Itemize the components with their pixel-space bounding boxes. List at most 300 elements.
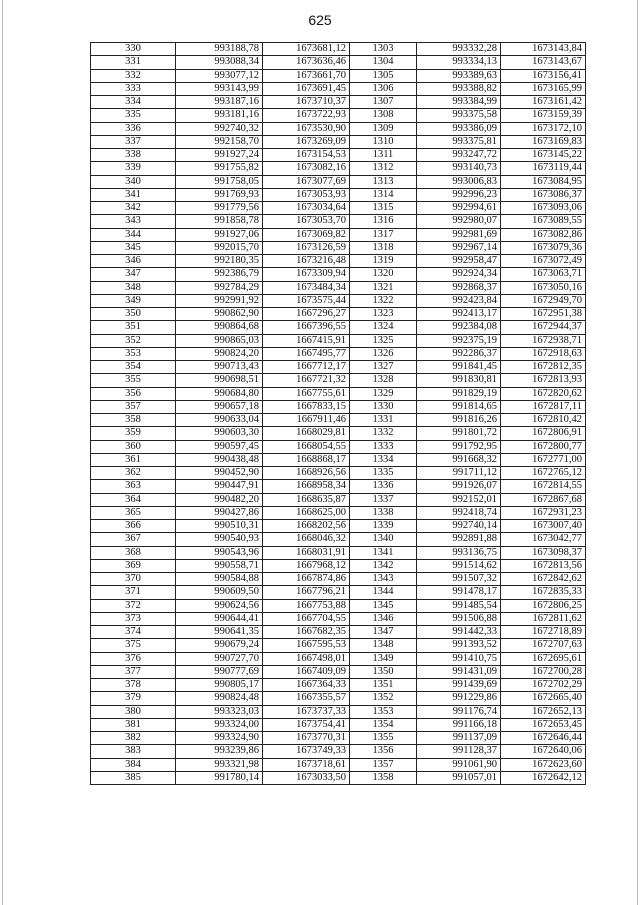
point-number-cell: 366 — [91, 520, 176, 533]
point-number-cell: 341 — [91, 188, 176, 201]
y-coordinate-cell: 1667682,35 — [263, 626, 350, 639]
x-coordinate-cell: 993321,98 — [176, 758, 263, 771]
y-coordinate-cell: 1672623,60 — [501, 758, 586, 771]
y-coordinate-cell: 1672765,12 — [501, 467, 586, 480]
y-coordinate-cell: 1673159,39 — [501, 109, 586, 122]
point-number-cell: 356 — [91, 387, 176, 400]
table-row — [91, 427, 586, 440]
point-number-cell: 1341 — [350, 546, 417, 559]
x-coordinate-cell: 991711,12 — [417, 467, 501, 480]
x-coordinate-cell: 992991,92 — [176, 294, 263, 307]
point-number-cell: 1321 — [350, 281, 417, 294]
x-coordinate-cell: 992981,69 — [417, 228, 501, 241]
point-number-cell: 372 — [91, 599, 176, 612]
x-coordinate-cell: 991769,93 — [176, 188, 263, 201]
point-number-cell: 1337 — [350, 493, 417, 506]
y-coordinate-cell: 1672695,61 — [501, 652, 586, 665]
point-number-cell: 344 — [91, 228, 176, 241]
y-coordinate-cell: 1673661,70 — [263, 69, 350, 82]
y-coordinate-cell: 1667409,09 — [263, 665, 350, 678]
x-coordinate-cell: 991792,95 — [417, 440, 501, 453]
point-number-cell: 1357 — [350, 758, 417, 771]
y-coordinate-cell: 1673154,53 — [263, 149, 350, 162]
y-coordinate-cell: 1667874,86 — [263, 573, 350, 586]
point-number-cell: 1318 — [350, 241, 417, 254]
x-coordinate-cell: 992286,37 — [417, 347, 501, 360]
table-row — [91, 573, 586, 586]
y-coordinate-cell: 1673053,70 — [263, 215, 350, 228]
point-number-cell: 1306 — [350, 82, 417, 95]
point-number-cell: 381 — [91, 718, 176, 731]
x-coordinate-cell: 990777,69 — [176, 665, 263, 678]
x-coordinate-cell: 991830,81 — [417, 374, 501, 387]
scan-margin-right — [637, 0, 638, 905]
table-row — [91, 665, 586, 678]
y-coordinate-cell: 1673034,64 — [263, 202, 350, 215]
table-row — [91, 374, 586, 387]
point-number-cell: 334 — [91, 96, 176, 109]
table-row — [91, 612, 586, 625]
point-number-cell: 1320 — [350, 268, 417, 281]
x-coordinate-cell: 993181,16 — [176, 109, 263, 122]
point-number-cell: 1309 — [350, 122, 417, 135]
table-row — [91, 599, 586, 612]
point-number-cell: 1338 — [350, 506, 417, 519]
point-number-cell: 332 — [91, 69, 176, 82]
y-coordinate-cell: 1672814,55 — [501, 480, 586, 493]
point-number-cell: 377 — [91, 665, 176, 678]
x-coordinate-cell: 991061,90 — [417, 758, 501, 771]
x-coordinate-cell: 993389,63 — [417, 69, 501, 82]
table-row — [91, 718, 586, 731]
x-coordinate-cell: 993136,75 — [417, 546, 501, 559]
x-coordinate-cell: 990865,03 — [176, 334, 263, 347]
point-number-cell: 1351 — [350, 679, 417, 692]
point-number-cell: 350 — [91, 308, 176, 321]
y-coordinate-cell: 1673691,45 — [263, 82, 350, 95]
point-number-cell: 348 — [91, 281, 176, 294]
point-number-cell: 1343 — [350, 573, 417, 586]
y-coordinate-cell: 1673575,44 — [263, 294, 350, 307]
table-row — [91, 745, 586, 758]
point-number-cell: 1326 — [350, 347, 417, 360]
page-number: 625 — [308, 12, 332, 28]
x-coordinate-cell: 992180,35 — [176, 255, 263, 268]
y-coordinate-cell: 1673084,95 — [501, 175, 586, 188]
y-coordinate-cell: 1672700,28 — [501, 665, 586, 678]
y-coordinate-cell: 1672800,77 — [501, 440, 586, 453]
point-number-cell: 1322 — [350, 294, 417, 307]
y-coordinate-cell: 1673086,37 — [501, 188, 586, 201]
y-coordinate-cell: 1672806,91 — [501, 427, 586, 440]
table-row — [91, 400, 586, 413]
point-number-cell: 1333 — [350, 440, 417, 453]
point-number-cell: 1316 — [350, 215, 417, 228]
y-coordinate-cell: 1672810,42 — [501, 414, 586, 427]
y-coordinate-cell: 1668029,81 — [263, 427, 350, 440]
x-coordinate-cell: 993143,99 — [176, 82, 263, 95]
y-coordinate-cell: 1672642,12 — [501, 771, 586, 784]
table-row — [91, 480, 586, 493]
x-coordinate-cell: 993247,72 — [417, 149, 501, 162]
y-coordinate-cell: 1672951,38 — [501, 308, 586, 321]
x-coordinate-cell: 993334,13 — [417, 56, 501, 69]
point-number-cell: 355 — [91, 374, 176, 387]
point-number-cell: 359 — [91, 427, 176, 440]
x-coordinate-cell: 991858,78 — [176, 215, 263, 228]
point-number-cell: 378 — [91, 679, 176, 692]
x-coordinate-cell: 993386,09 — [417, 122, 501, 135]
y-coordinate-cell: 1673063,71 — [501, 268, 586, 281]
y-coordinate-cell: 1668031,91 — [263, 546, 350, 559]
y-coordinate-cell: 1667396,55 — [263, 321, 350, 334]
y-coordinate-cell: 1673161,42 — [501, 96, 586, 109]
x-coordinate-cell: 993388,82 — [417, 82, 501, 95]
x-coordinate-cell: 992967,14 — [417, 241, 501, 254]
y-coordinate-cell: 1667498,01 — [263, 652, 350, 665]
table-row — [91, 771, 586, 784]
table-row — [91, 308, 586, 321]
point-number-cell: 1336 — [350, 480, 417, 493]
x-coordinate-cell: 990633,04 — [176, 414, 263, 427]
table-row — [91, 732, 586, 745]
x-coordinate-cell: 990644,41 — [176, 612, 263, 625]
y-coordinate-cell: 1668635,87 — [263, 493, 350, 506]
x-coordinate-cell: 991927,24 — [176, 149, 263, 162]
x-coordinate-cell: 993384,99 — [417, 96, 501, 109]
y-coordinate-cell: 1673042,77 — [501, 533, 586, 546]
point-number-cell: 340 — [91, 175, 176, 188]
x-coordinate-cell: 993324,00 — [176, 718, 263, 731]
y-coordinate-cell: 1673216,48 — [263, 255, 350, 268]
table-row — [91, 692, 586, 705]
y-coordinate-cell: 1673079,36 — [501, 241, 586, 254]
table-row — [91, 467, 586, 480]
point-number-cell: 1305 — [350, 69, 417, 82]
y-coordinate-cell: 1673072,49 — [501, 255, 586, 268]
y-coordinate-cell: 1667495,77 — [263, 347, 350, 360]
y-coordinate-cell: 1673737,33 — [263, 705, 350, 718]
y-coordinate-cell: 1667796,21 — [263, 586, 350, 599]
table-row — [91, 82, 586, 95]
x-coordinate-cell: 991439,69 — [417, 679, 501, 692]
x-coordinate-cell: 993006,83 — [417, 175, 501, 188]
y-coordinate-cell: 1673530,90 — [263, 122, 350, 135]
y-coordinate-cell: 1668054,55 — [263, 440, 350, 453]
point-number-cell: 1334 — [350, 453, 417, 466]
y-coordinate-cell: 1672835,33 — [501, 586, 586, 599]
y-coordinate-cell: 1672652,13 — [501, 705, 586, 718]
x-coordinate-cell: 990862,90 — [176, 308, 263, 321]
y-coordinate-cell: 1667704,55 — [263, 612, 350, 625]
y-coordinate-cell: 1672867,68 — [501, 493, 586, 506]
x-coordinate-cell: 992375,19 — [417, 334, 501, 347]
point-number-cell: 1339 — [350, 520, 417, 533]
y-coordinate-cell: 1673143,67 — [501, 56, 586, 69]
point-number-cell: 339 — [91, 162, 176, 175]
x-coordinate-cell: 990641,35 — [176, 626, 263, 639]
y-coordinate-cell: 1673172,10 — [501, 122, 586, 135]
point-number-cell: 1335 — [350, 467, 417, 480]
y-coordinate-cell: 1673143,84 — [501, 43, 586, 56]
x-coordinate-cell: 992740,32 — [176, 122, 263, 135]
y-coordinate-cell: 1672806,25 — [501, 599, 586, 612]
point-number-cell: 1307 — [350, 96, 417, 109]
y-coordinate-cell: 1673770,31 — [263, 732, 350, 745]
table-row — [91, 228, 586, 241]
table-row — [91, 639, 586, 652]
x-coordinate-cell: 991816,26 — [417, 414, 501, 427]
x-coordinate-cell: 991841,45 — [417, 361, 501, 374]
y-coordinate-cell: 1667911,46 — [263, 414, 350, 427]
table-row — [91, 520, 586, 533]
point-number-cell: 1352 — [350, 692, 417, 705]
point-number-cell: 353 — [91, 347, 176, 360]
table-row — [91, 387, 586, 400]
x-coordinate-cell: 992158,70 — [176, 135, 263, 148]
y-coordinate-cell: 1667968,12 — [263, 559, 350, 572]
point-number-cell: 1304 — [350, 56, 417, 69]
scan-margin-left — [2, 0, 3, 905]
point-number-cell: 347 — [91, 268, 176, 281]
point-number-cell: 376 — [91, 652, 176, 665]
y-coordinate-cell: 1673077,69 — [263, 175, 350, 188]
x-coordinate-cell: 991779,56 — [176, 202, 263, 215]
y-coordinate-cell: 1672771,00 — [501, 453, 586, 466]
y-coordinate-cell: 1672653,45 — [501, 718, 586, 731]
y-coordinate-cell: 1667721,32 — [263, 374, 350, 387]
y-coordinate-cell: 1668625,00 — [263, 506, 350, 519]
x-coordinate-cell: 993188,78 — [176, 43, 263, 56]
x-coordinate-cell: 992994,61 — [417, 202, 501, 215]
point-number-cell: 385 — [91, 771, 176, 784]
x-coordinate-cell: 991801,72 — [417, 427, 501, 440]
point-number-cell: 1328 — [350, 374, 417, 387]
table-row — [91, 533, 586, 546]
y-coordinate-cell: 1673082,16 — [263, 162, 350, 175]
table-row — [91, 705, 586, 718]
table-row — [91, 149, 586, 162]
y-coordinate-cell: 1667364,33 — [263, 679, 350, 692]
x-coordinate-cell: 993077,12 — [176, 69, 263, 82]
table-row — [91, 652, 586, 665]
table-row — [91, 43, 586, 56]
y-coordinate-cell: 1673069,82 — [263, 228, 350, 241]
y-coordinate-cell: 1673636,46 — [263, 56, 350, 69]
y-coordinate-cell: 1668046,32 — [263, 533, 350, 546]
table-row — [91, 255, 586, 268]
x-coordinate-cell: 992423,84 — [417, 294, 501, 307]
point-number-cell: 1325 — [350, 334, 417, 347]
point-number-cell: 1346 — [350, 612, 417, 625]
point-number-cell: 345 — [91, 241, 176, 254]
y-coordinate-cell: 1673710,37 — [263, 96, 350, 109]
x-coordinate-cell: 990624,56 — [176, 599, 263, 612]
x-coordinate-cell: 991166,18 — [417, 718, 501, 731]
point-number-cell: 352 — [91, 334, 176, 347]
point-number-cell: 363 — [91, 480, 176, 493]
y-coordinate-cell: 1668868,17 — [263, 453, 350, 466]
x-coordinate-cell: 992740,14 — [417, 520, 501, 533]
x-coordinate-cell: 990824,20 — [176, 347, 263, 360]
table-row — [91, 414, 586, 427]
x-coordinate-cell: 990597,45 — [176, 440, 263, 453]
y-coordinate-cell: 1672842,62 — [501, 573, 586, 586]
coordinates-table — [90, 42, 586, 785]
x-coordinate-cell: 992015,70 — [176, 241, 263, 254]
x-coordinate-cell: 991758,05 — [176, 175, 263, 188]
point-number-cell: 354 — [91, 361, 176, 374]
x-coordinate-cell: 990558,71 — [176, 559, 263, 572]
table-row — [91, 440, 586, 453]
x-coordinate-cell: 991128,37 — [417, 745, 501, 758]
point-number-cell: 1310 — [350, 135, 417, 148]
y-coordinate-cell: 1673169,83 — [501, 135, 586, 148]
table-row — [91, 347, 586, 360]
table-row — [91, 559, 586, 572]
table-row — [91, 586, 586, 599]
table-row — [91, 56, 586, 69]
y-coordinate-cell: 1672918,63 — [501, 347, 586, 360]
x-coordinate-cell: 990540,93 — [176, 533, 263, 546]
point-number-cell: 362 — [91, 467, 176, 480]
point-number-cell: 357 — [91, 400, 176, 413]
y-coordinate-cell: 1672640,06 — [501, 745, 586, 758]
point-number-cell: 379 — [91, 692, 176, 705]
y-coordinate-cell: 1673007,40 — [501, 520, 586, 533]
y-coordinate-cell: 1673484,34 — [263, 281, 350, 294]
point-number-cell: 331 — [91, 56, 176, 69]
point-number-cell: 373 — [91, 612, 176, 625]
x-coordinate-cell: 991229,86 — [417, 692, 501, 705]
point-number-cell: 336 — [91, 122, 176, 135]
y-coordinate-cell: 1673722,93 — [263, 109, 350, 122]
point-number-cell: 375 — [91, 639, 176, 652]
x-coordinate-cell: 992418,74 — [417, 506, 501, 519]
x-coordinate-cell: 993324,90 — [176, 732, 263, 745]
y-coordinate-cell: 1672931,23 — [501, 506, 586, 519]
x-coordinate-cell: 990824,48 — [176, 692, 263, 705]
x-coordinate-cell: 991485,54 — [417, 599, 501, 612]
point-number-cell: 335 — [91, 109, 176, 122]
x-coordinate-cell: 990438,48 — [176, 453, 263, 466]
table-row — [91, 215, 586, 228]
x-coordinate-cell: 990713,43 — [176, 361, 263, 374]
y-coordinate-cell: 1667833,15 — [263, 400, 350, 413]
table-row — [91, 162, 586, 175]
x-coordinate-cell: 990657,18 — [176, 400, 263, 413]
point-number-cell: 346 — [91, 255, 176, 268]
point-number-cell: 1303 — [350, 43, 417, 56]
y-coordinate-cell: 1672718,89 — [501, 626, 586, 639]
y-coordinate-cell: 1672812,35 — [501, 361, 586, 374]
point-number-cell: 364 — [91, 493, 176, 506]
x-coordinate-cell: 991393,52 — [417, 639, 501, 652]
y-coordinate-cell: 1672811,62 — [501, 612, 586, 625]
point-number-cell: 343 — [91, 215, 176, 228]
y-coordinate-cell: 1673089,55 — [501, 215, 586, 228]
table-row — [91, 109, 586, 122]
point-number-cell: 1353 — [350, 705, 417, 718]
table-row — [91, 268, 586, 281]
x-coordinate-cell: 990510,31 — [176, 520, 263, 533]
table-row — [91, 493, 586, 506]
x-coordinate-cell: 993140,73 — [417, 162, 501, 175]
point-number-cell: 1308 — [350, 109, 417, 122]
table-row — [91, 175, 586, 188]
point-number-cell: 1324 — [350, 321, 417, 334]
point-number-cell: 374 — [91, 626, 176, 639]
x-coordinate-cell: 992924,34 — [417, 268, 501, 281]
point-number-cell: 1349 — [350, 652, 417, 665]
point-number-cell: 1332 — [350, 427, 417, 440]
y-coordinate-cell: 1668926,56 — [263, 467, 350, 480]
point-number-cell: 1312 — [350, 162, 417, 175]
point-number-cell: 360 — [91, 440, 176, 453]
x-coordinate-cell: 992152,01 — [417, 493, 501, 506]
y-coordinate-cell: 1668202,56 — [263, 520, 350, 533]
table-row — [91, 361, 586, 374]
point-number-cell: 1358 — [350, 771, 417, 784]
point-number-cell: 333 — [91, 82, 176, 95]
x-coordinate-cell: 990447,91 — [176, 480, 263, 493]
table-row — [91, 626, 586, 639]
point-number-cell: 1323 — [350, 308, 417, 321]
table-row — [91, 96, 586, 109]
x-coordinate-cell: 990864,68 — [176, 321, 263, 334]
x-coordinate-cell: 991668,32 — [417, 453, 501, 466]
x-coordinate-cell: 993375,81 — [417, 135, 501, 148]
table-row — [91, 334, 586, 347]
point-number-cell: 1315 — [350, 202, 417, 215]
point-number-cell: 1313 — [350, 175, 417, 188]
point-number-cell: 1327 — [350, 361, 417, 374]
point-number-cell: 1331 — [350, 414, 417, 427]
point-number-cell: 337 — [91, 135, 176, 148]
point-number-cell: 365 — [91, 506, 176, 519]
x-coordinate-cell: 990427,86 — [176, 506, 263, 519]
x-coordinate-cell: 991514,62 — [417, 559, 501, 572]
y-coordinate-cell: 1667712,17 — [263, 361, 350, 374]
y-coordinate-cell: 1667355,57 — [263, 692, 350, 705]
x-coordinate-cell: 991755,82 — [176, 162, 263, 175]
x-coordinate-cell: 991442,33 — [417, 626, 501, 639]
y-coordinate-cell: 1667296,27 — [263, 308, 350, 321]
point-number-cell: 1350 — [350, 665, 417, 678]
point-number-cell: 1354 — [350, 718, 417, 731]
y-coordinate-cell: 1673126,59 — [263, 241, 350, 254]
point-number-cell: 1314 — [350, 188, 417, 201]
y-coordinate-cell: 1673165,99 — [501, 82, 586, 95]
point-number-cell: 1355 — [350, 732, 417, 745]
y-coordinate-cell: 1673145,22 — [501, 149, 586, 162]
y-coordinate-cell: 1673156,41 — [501, 69, 586, 82]
point-number-cell: 1345 — [350, 599, 417, 612]
point-number-cell: 342 — [91, 202, 176, 215]
x-coordinate-cell: 991410,75 — [417, 652, 501, 665]
x-coordinate-cell: 993375,58 — [417, 109, 501, 122]
point-number-cell: 1347 — [350, 626, 417, 639]
table-row — [91, 679, 586, 692]
x-coordinate-cell: 991506,88 — [417, 612, 501, 625]
y-coordinate-cell: 1672944,37 — [501, 321, 586, 334]
y-coordinate-cell: 1672817,11 — [501, 400, 586, 413]
y-coordinate-cell: 1667755,61 — [263, 387, 350, 400]
y-coordinate-cell: 1672938,71 — [501, 334, 586, 347]
table-row — [91, 506, 586, 519]
table-row — [91, 758, 586, 771]
point-number-cell: 367 — [91, 533, 176, 546]
